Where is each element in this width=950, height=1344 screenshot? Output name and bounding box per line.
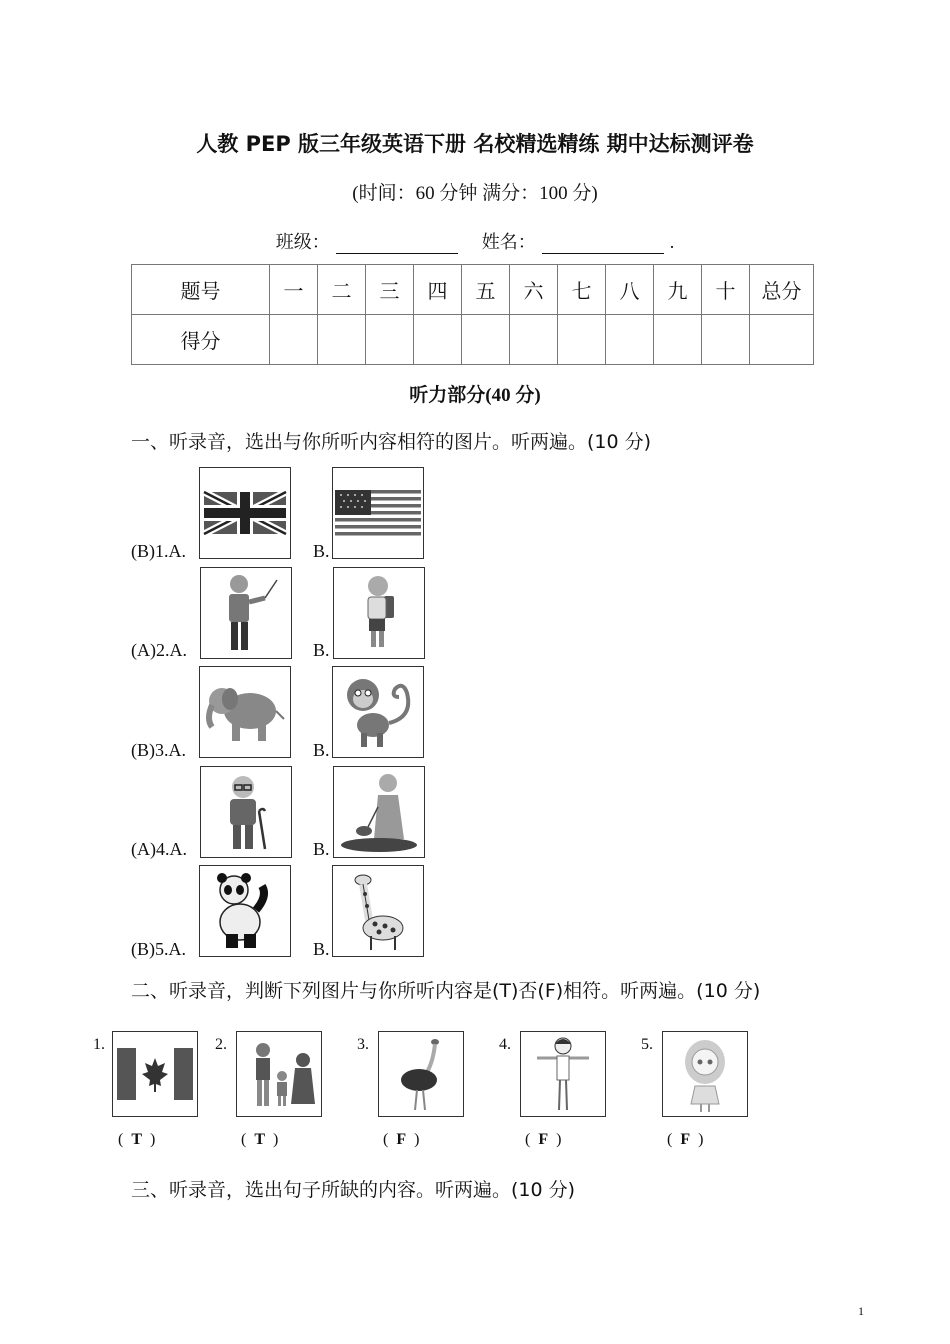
score-cell[interactable] bbox=[462, 315, 510, 365]
grandma-image[interactable] bbox=[333, 766, 425, 858]
boy-icon bbox=[521, 1032, 605, 1116]
part2-answer-4: ( F ) bbox=[525, 1131, 562, 1148]
score-header-cell: 总分 bbox=[750, 265, 814, 315]
exam-time-score: (时间：60 分钟 满分：100 分) bbox=[352, 183, 598, 204]
part2-item3-num: 3. bbox=[357, 1036, 369, 1053]
score-cell[interactable] bbox=[558, 315, 606, 365]
part1-item3-b-label: B. bbox=[313, 740, 330, 760]
score-cell[interactable] bbox=[318, 315, 366, 365]
grandpa-image[interactable] bbox=[200, 766, 292, 858]
part1-item4-b-label: B. bbox=[313, 839, 330, 859]
score-cell[interactable] bbox=[606, 315, 654, 365]
name-end: . bbox=[669, 232, 675, 252]
canada-flag-icon bbox=[113, 1032, 197, 1116]
giraffe-icon bbox=[333, 866, 423, 956]
elephant-image[interactable] bbox=[199, 666, 291, 758]
us-flag-icon bbox=[333, 468, 423, 558]
part2-item5-num: 5. bbox=[641, 1036, 653, 1053]
score-row-label: 得分 bbox=[132, 315, 270, 365]
score-cell[interactable] bbox=[750, 315, 814, 365]
part2-instruction: 二、听录音，判断下列图片与你所听内容是(T)否(F)相符。听两遍。(10 分) bbox=[131, 980, 761, 1002]
score-table-header-row bbox=[132, 265, 814, 315]
panda-icon bbox=[200, 866, 290, 956]
score-cell[interactable] bbox=[366, 315, 414, 365]
part1-item3-label: (B)3.A. bbox=[131, 740, 186, 760]
score-header-cell: 二 bbox=[318, 265, 366, 315]
answer-text: T bbox=[131, 1131, 142, 1148]
boy-image[interactable] bbox=[520, 1031, 606, 1117]
score-header-cell: 十 bbox=[702, 265, 750, 315]
us-flag-image[interactable] bbox=[332, 467, 424, 559]
part1-item5-label: (B)5.A. bbox=[131, 939, 186, 959]
part1-item2-label: (A)2.A. bbox=[131, 640, 187, 660]
score-cell[interactable] bbox=[510, 315, 558, 365]
ostrich-image[interactable] bbox=[378, 1031, 464, 1117]
part1-item1-label: (B)1.A. bbox=[131, 541, 186, 561]
name-label: 姓名： bbox=[481, 232, 536, 252]
family-icon bbox=[237, 1032, 321, 1116]
monkey-icon bbox=[333, 667, 423, 757]
family-image[interactable] bbox=[236, 1031, 322, 1117]
part2-item1-num: 1. bbox=[93, 1036, 105, 1053]
score-cell[interactable] bbox=[702, 315, 750, 365]
part2-answer-1: ( T ) bbox=[118, 1131, 156, 1148]
score-table bbox=[131, 264, 814, 365]
part3-instruction: 三、听录音，选出句子所缺的内容。听两遍。(10 分) bbox=[131, 1179, 576, 1201]
part1-instruction: 一、听录音，选出与你所听内容相符的图片。听两遍。(10 分) bbox=[131, 431, 652, 453]
answer-text: T bbox=[254, 1131, 265, 1148]
score-header-cell: 七 bbox=[558, 265, 606, 315]
panda-image[interactable] bbox=[199, 865, 291, 957]
uk-flag-image[interactable] bbox=[199, 467, 291, 559]
part1-item4-label: (A)4.A. bbox=[131, 839, 187, 859]
class-name-line bbox=[0, 228, 950, 254]
part1-item1-b-label: B. bbox=[313, 541, 330, 561]
answer-text: F bbox=[680, 1131, 691, 1148]
part2-item2-num: 2. bbox=[215, 1036, 227, 1053]
score-header-cell: 三 bbox=[366, 265, 414, 315]
part1-item5-b-label: B. bbox=[313, 939, 330, 959]
score-header-cell: 四 bbox=[414, 265, 462, 315]
name-blank[interactable] bbox=[542, 233, 664, 254]
part1-item2-b-label: B. bbox=[313, 640, 330, 660]
class-blank[interactable] bbox=[336, 233, 458, 254]
score-cell[interactable] bbox=[270, 315, 318, 365]
part2-item4-num: 4. bbox=[499, 1036, 511, 1053]
answer-text: F bbox=[396, 1131, 407, 1148]
grandpa-icon bbox=[201, 767, 291, 857]
girl-icon bbox=[663, 1032, 747, 1116]
teacher-image[interactable] bbox=[200, 567, 292, 659]
canada-flag-image[interactable] bbox=[112, 1031, 198, 1117]
student-image[interactable] bbox=[333, 567, 425, 659]
score-header-cell: 一 bbox=[270, 265, 318, 315]
score-header-cell: 八 bbox=[606, 265, 654, 315]
score-header-cell: 五 bbox=[462, 265, 510, 315]
teacher-icon bbox=[201, 568, 291, 658]
monkey-image[interactable] bbox=[332, 666, 424, 758]
listening-section-title: 听力部分(40 分) bbox=[409, 385, 541, 406]
class-label: 班级： bbox=[275, 232, 330, 252]
ostrich-icon bbox=[379, 1032, 463, 1116]
part2-answer-5: ( F ) bbox=[667, 1131, 704, 1148]
score-header-cell: 题号 bbox=[132, 265, 270, 315]
girl-image[interactable] bbox=[662, 1031, 748, 1117]
part2-answer-3: ( F ) bbox=[383, 1131, 420, 1148]
score-header-cell: 九 bbox=[654, 265, 702, 315]
answer-text: F bbox=[538, 1131, 549, 1148]
giraffe-image[interactable] bbox=[332, 865, 424, 957]
score-cell[interactable] bbox=[414, 315, 462, 365]
student-icon bbox=[334, 568, 424, 658]
elephant-icon bbox=[200, 667, 290, 757]
page-title: 人教 PEP 版三年级英语下册 名校精选精练 期中达标测评卷 bbox=[196, 132, 754, 156]
part2-answer-2: ( T ) bbox=[241, 1131, 279, 1148]
score-header-cell: 六 bbox=[510, 265, 558, 315]
uk-flag-icon bbox=[200, 468, 290, 558]
page-number: 1 bbox=[858, 1304, 864, 1318]
grandma-icon bbox=[334, 767, 424, 857]
score-table-score-row bbox=[132, 315, 814, 365]
score-cell[interactable] bbox=[654, 315, 702, 365]
